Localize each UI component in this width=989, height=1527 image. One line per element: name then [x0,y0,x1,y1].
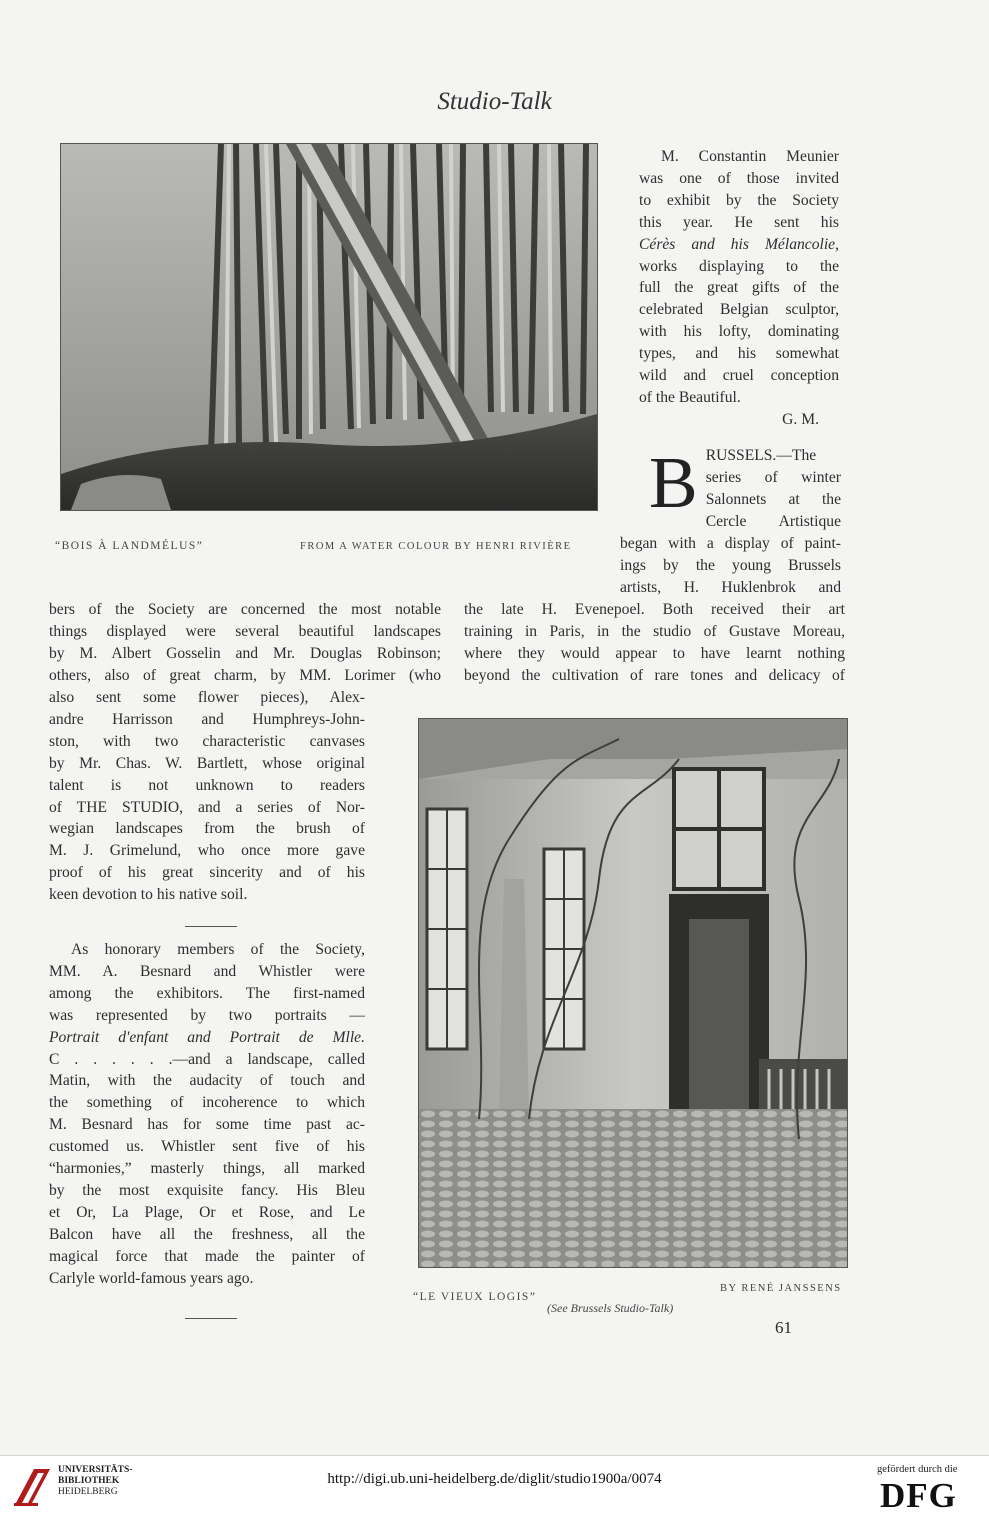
permalink-url[interactable]: http://digi.ub.uni-heidelberg.de/diglit/studio1900a/0074 [327,1471,662,1487]
plate-forest-illustration [60,143,598,511]
funding-label: gefördert durch die [877,1464,958,1475]
society-paragraph-narrow: also sent some flower pieces), Alex- andre Harrisson and Humphreys-John- ston, with two characteristic canvases by Mr. Chas. W. Bartlett, whose original talent is not unknown to readers of THE STUDIO, and a series of Nor- wegian landscapes from the brush of M. J. Grimelund, who once more gave proof of his great sincerity and of his keen devotion to his native soil. [49,689,365,904]
dfg-logo[interactable]: DFG [880,1476,957,1515]
plate-bottom-caption-title: “LE VIEUX LOGIS” [413,1291,537,1303]
brussels-paragraph: B RUSSELS.—The series of winter Salonnets at the Cercle Artistique [649,442,841,530]
society-paragraph-wide: bers of the Society are concerned the most notable things displayed were several beautiful landscapes by M. Albert Gosselin and Mr. Douglas Robinson; others, also of great charm, by MM. Lorimer (who [49,601,441,684]
whistler-paragraph: As honorary members of the Society, MM. A. Besnard and Whistler were among the exhibitors. The first-named was represented by two portraits — Portrait d'enfant and Portrait de Mlle. C . . . . . .—and a landscape, called Matin, with the audacity of touch and the something of incoherence to which M. Besnard has for some time past ac- customed us. Whistler sent five of his “harmonies,” masterly things, all marked by the most exquisite fancy. His Bleu et Or, La Plage, Or et Rose, and Le Balcon have all the freshness, all the magical force that made the painter of Carlyle world-famous years ago. [49,941,365,1287]
institution-name[interactable]: UNIVERSITÄTS- BIBLIOTHEK HEIDELBERG [58,1465,133,1497]
meunier-paragraph: M. Constantin Meunier was one of those invited to exhibit by the Society this year. He sent his Cérès and his Mélancolie, works displaying to the full the great gifts of the celebrated Belgian sculptor, with his lofty, dominating types, and his somewhat wild and cruel conception of the Beautiful. G. M. [639,146,839,431]
section-divider [185,926,237,927]
plate-courtyard-illustration [418,718,848,1268]
cross-reference-note: (See Brussels Studio-Talk) [547,1301,674,1315]
end-divider [185,1318,237,1319]
viewer-footer [0,1455,989,1527]
plate-bottom-caption-credit: BY RENÉ JANSSENS [720,1283,842,1294]
brussels-paragraph-continued: began with a display of paint- ings by the young Brussels artists, H. Huklenbrok and [620,535,841,596]
drop-cap: B [649,442,698,523]
plate-top-caption-title: “BOIS À LANDMÉLUS” [55,540,204,552]
signature: G. M. [782,410,819,428]
plate-top-caption-credit: FROM A WATER COLOUR BY HENRI RIVIÈRE [300,541,572,552]
running-title: Studio-Talk [437,88,552,115]
brussels-paragraph-wide: the late H. Evenepoel. Both received their art training in Paris, in the studio of Gustave Moreau, where they would appear to have learnt nothing beyond the cultivation of rare tones and delicacy of [464,601,845,684]
page-number: 61 [775,1318,792,1337]
